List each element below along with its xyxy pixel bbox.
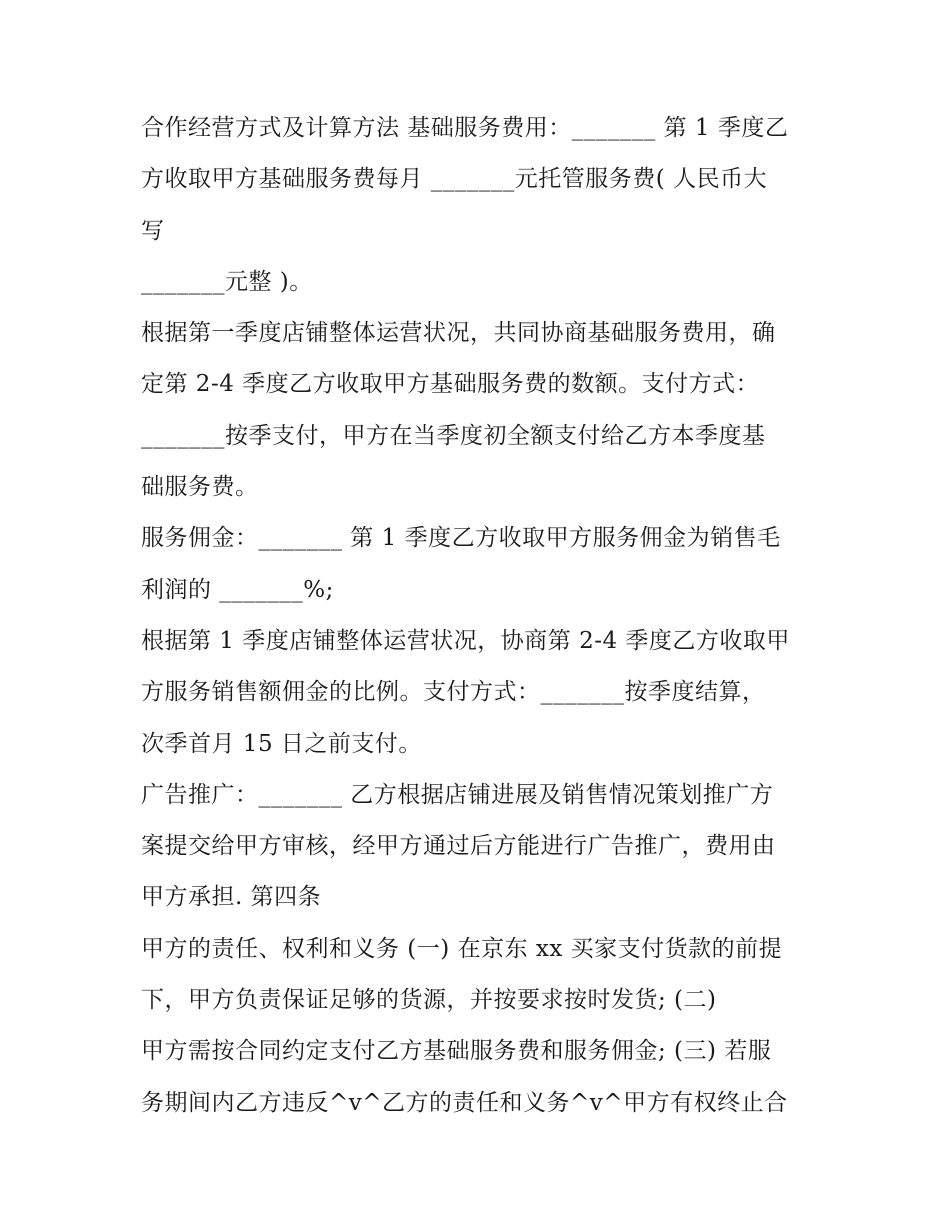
text-line: 利润的 _______%; (141, 576, 334, 603)
text-line: 定第 2-4 季度乙方收取甲方基础服务费的数额。支付方式： (141, 371, 760, 398)
text-line: 次季首月 15 日之前支付。 (141, 730, 422, 757)
text-line: 合作经营方式及计算方法 基础服务费用：_______ 第 1 季度乙 (141, 115, 789, 141)
text-line: _______按季支付，甲方在当季度初全额支付给乙方本季度基 (141, 422, 766, 449)
text-line: 甲方承担. 第四条 (141, 884, 322, 911)
text-line: 广告推广：_______ 乙方根据店铺进展及销售情况策划推广方 (141, 781, 774, 808)
text-line: 方服务销售额佣金的比例。支付方式：_______按季度结算， (141, 679, 766, 706)
text-line: 下，甲方负责保证足够的货源，并按要求按时发货; (二) (141, 987, 717, 1014)
text-line: 方收取甲方基础服务费每月 _______元托管服务费( 人民币大 (141, 166, 768, 193)
text-line: 甲方需按合同约定支付乙方基础服务费和服务佣金; (三) 若服 (141, 1038, 772, 1065)
document-body (141, 103, 831, 1129)
text-line: 服务佣金：_______ 第 1 季度乙方收取甲方服务佣金为销售毛 (141, 525, 781, 552)
text-line: 务期间内乙方违反^v^乙方的责任和义务^v^甲方有权终止合 (141, 1089, 788, 1116)
text-line: 案提交给甲方审核，经甲方通过后方能进行广告推广，费用由 (141, 833, 776, 860)
text-line: 根据第 1 季度店铺整体运营状况，协商第 2-4 季度乙方收取甲 (141, 627, 790, 654)
text-line: 根据第一季度店铺整体运营状况，共同协商基础服务费用，确 (141, 320, 776, 347)
text-line: 甲方的责任、权利和义务 (一) 在京东 xx 买家支付货款的前提 (141, 935, 783, 962)
text-line: 础服务费。 (141, 474, 259, 501)
text-line: 写 (141, 217, 165, 244)
text-line: _______元整 )。 (141, 268, 313, 295)
